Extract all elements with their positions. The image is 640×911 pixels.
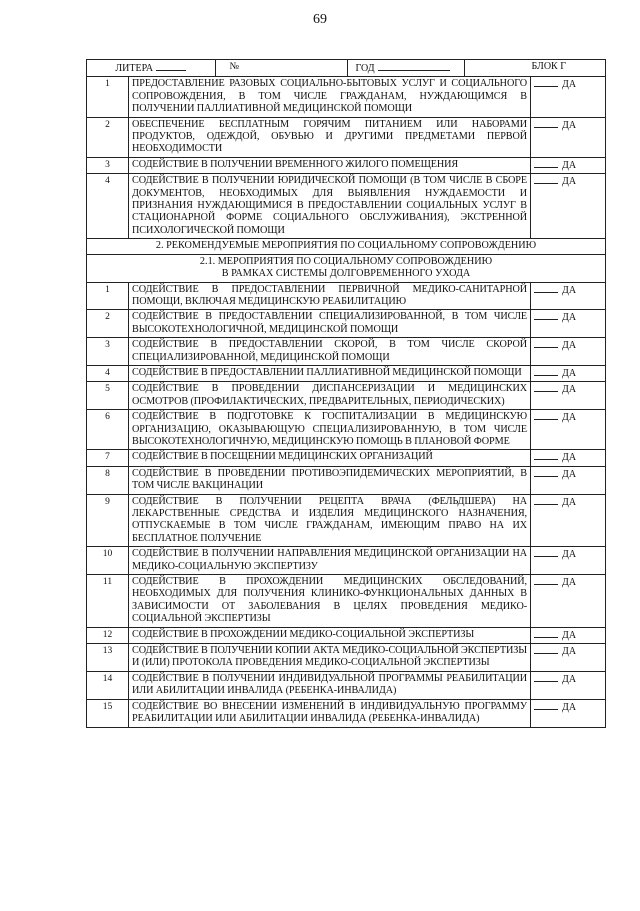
answer-blank[interactable] — [534, 701, 558, 710]
answer-label: ДА — [562, 701, 577, 713]
table-row — [87, 174, 606, 239]
answer-blank[interactable] — [534, 159, 558, 168]
row-number: 5 — [87, 382, 129, 410]
row-text: СОДЕЙСТВИЕ В ПОЛУЧЕНИИ КОПИИ АКТА МЕДИКО-СОЦИАЛЬНОЙ ЭКСПЕРТИЗЫ И (ИЛИ) ПРОТОКОЛА ПРОВЕДЕНИЯ МЕДИКО-СОЦИАЛЬНОЙ ЭКСПЕРТИЗЫ — [129, 644, 531, 672]
answer-label: ДА — [562, 577, 577, 589]
table-row — [87, 365, 606, 381]
row-number: 12 — [87, 627, 129, 643]
row-text: ПРЕДОСТАВЛЕНИЕ РАЗОВЫХ СОЦИАЛЬНО-БЫТОВЫХ УСЛУГ И СОЦИАЛЬНОГО СОПРОВОЖДЕНИЯ, В ТОМ ЧИСЛЕ ГРАЖДАНАМ, НУЖДАЮЩИМСЯ В ПОЛУЧЕНИИ ПАЛЛИАТИВНОЙ МЕДИЦИНСКОЙ ПОМОЩИ — [129, 77, 531, 117]
answer-blank[interactable] — [534, 645, 558, 654]
litera-blank[interactable] — [156, 61, 186, 71]
row-text: СОДЕЙСТВИЕ В ПРЕДОСТАВЛЕНИИ ПАЛЛИАТИВНОЙ МЕДИЦИНСКОЙ ПОМОЩИ — [129, 365, 531, 381]
row-number: 3 — [87, 338, 129, 366]
row-number: 6 — [87, 410, 129, 450]
row-text: СОДЕЙСТВИЕ В ПРОВЕДЕНИИ ПРОТИВОЭПИДЕМИЧЕСКИХ МЕРОПРИЯТИЙ, В ТОМ ЧИСЛЕ ВАКЦИНАЦИИ — [129, 466, 531, 494]
table-row — [87, 671, 606, 699]
row-text: СОДЕЙСТВИЕ В ПОЛУЧЕНИИ НАПРАВЛЕНИЯ МЕДИЦИНСКОЙ ОРГАНИЗАЦИИ НА МЕДИКО-СОЦИАЛЬНУЮ ЭКСПЕРТИЗУ — [129, 547, 531, 575]
header-row — [87, 60, 606, 77]
row-text: СОДЕЙСТВИЕ В ПРЕДОСТАВЛЕНИИ ПЕРВИЧНОЙ МЕДИКО-САНИТАРНОЙ ПОМОЩИ, ВКЛЮЧАЯ МЕДИЦИНСКУЮ РЕАБИЛИТАЦИЮ — [129, 282, 531, 310]
answer-label: ДА — [562, 468, 577, 480]
year-field[interactable] — [347, 60, 464, 76]
row-number: 11 — [87, 575, 129, 628]
answer-label: ДА — [562, 549, 577, 561]
row-number: 2 — [87, 310, 129, 338]
row-number: 2 — [87, 117, 129, 157]
answer-blank[interactable] — [534, 339, 558, 348]
row-text: СОДЕЙСТВИЕ В ПРЕДОСТАВЛЕНИИ СКОРОЙ, В ТОМ ЧИСЛЕ СКОРОЙ СПЕЦИАЛИЗИРОВАННОЙ, МЕДИЦИНСКОЙ ПОМОЩИ — [129, 338, 531, 366]
subsection-row — [87, 254, 606, 282]
page-number: 69 — [313, 12, 327, 27]
answer-cell[interactable] — [531, 157, 606, 173]
answer-label: ДА — [562, 284, 577, 296]
answer-blank[interactable] — [534, 411, 558, 420]
answer-cell[interactable] — [531, 410, 606, 450]
row-number: 4 — [87, 174, 129, 239]
answer-blank[interactable] — [534, 175, 558, 184]
answer-label: ДА — [562, 673, 577, 685]
row-text: ОБЕСПЕЧЕНИЕ БЕСПЛАТНЫМ ГОРЯЧИМ ПИТАНИЕМ ИЛИ НАБОРАМИ ПРОДУКТОВ, ОДЕЖДОЙ, ОБУВЬЮ И ДРУГИМИ ПРЕДМЕТАМИ ПЕРВОЙ НЕОБХОДИМОСТИ — [129, 117, 531, 157]
answer-blank[interactable] — [534, 367, 558, 376]
number-label: № — [229, 61, 240, 72]
row-number: 4 — [87, 365, 129, 381]
answer-cell[interactable] — [531, 174, 606, 239]
table-row — [87, 644, 606, 672]
table-row — [87, 117, 606, 157]
answer-label: ДА — [562, 496, 577, 508]
number-field[interactable] — [215, 60, 347, 76]
form-table — [86, 59, 606, 728]
answer-label: ДА — [562, 367, 577, 379]
answer-cell[interactable] — [531, 77, 606, 117]
answer-label: ДА — [562, 646, 577, 658]
table-row — [87, 494, 606, 547]
answer-blank[interactable] — [534, 119, 558, 128]
answer-blank[interactable] — [534, 78, 558, 87]
answer-label: ДА — [562, 159, 577, 171]
answer-cell[interactable] — [531, 671, 606, 699]
row-number: 1 — [87, 282, 129, 310]
table-row — [87, 627, 606, 643]
row-number: 8 — [87, 466, 129, 494]
row-text: СОДЕЙСТВИЕ В ПОЛУЧЕНИИ ВРЕМЕННОГО ЖИЛОГО ПОМЕЩЕНИЯ — [129, 157, 531, 173]
answer-label: ДА — [562, 176, 577, 188]
table-row — [87, 410, 606, 450]
answer-blank[interactable] — [534, 383, 558, 392]
litera-field[interactable] — [87, 60, 215, 76]
row-text: СОДЕЙСТВИЕ ВО ВНЕСЕНИИ ИЗМЕНЕНИЙ В ИНДИВИДУАЛЬНУЮ ПРОГРАММУ РЕАБИЛИТАЦИИ ИЛИ АБИЛИТАЦИИ ИНВАЛИДА (РЕБЕНКА-ИНВАЛИДА) — [129, 699, 531, 727]
litera-label: ЛИТЕРА — [115, 63, 154, 74]
table-row — [87, 157, 606, 173]
subsection-title — [87, 254, 606, 282]
answer-cell[interactable] — [531, 338, 606, 366]
table-row — [87, 547, 606, 575]
table-row — [87, 699, 606, 727]
block-label: БЛОК Г — [531, 61, 566, 72]
answer-cell[interactable] — [531, 117, 606, 157]
table-row — [87, 382, 606, 410]
answer-cell[interactable] — [531, 310, 606, 338]
answer-blank[interactable] — [534, 311, 558, 320]
row-text: СОДЕЙСТВИЕ В ПОДГОТОВКЕ К ГОСПИТАЛИЗАЦИИ В МЕДИЦИНСКУЮ ОРГАНИЗАЦИЮ, ОКАЗЫВАЮЩУЮ СПЕЦИАЛИЗИРОВАННУЮ, В ТОМ ЧИСЛЕ ВЫСОКОТЕХНОЛОГИЧНУЮ, МЕДИЦИНСКУЮ ПОМОЩЬ В ПЛАНОВОЙ ФОРМЕ — [129, 410, 531, 450]
table-row — [87, 338, 606, 366]
row-number: 1 — [87, 77, 129, 117]
table-row — [87, 77, 606, 117]
year-blank[interactable] — [378, 61, 450, 71]
section-row — [87, 239, 606, 254]
row-number: 15 — [87, 699, 129, 727]
row-text: СОДЕЙСТВИЕ В ПРОХОЖДЕНИИ МЕДИЦИНСКИХ ОБСЛЕДОВАНИЙ, НЕОБХОДИМЫХ ДЛЯ ПОЛУЧЕНИЯ КЛИНИКО-ФУНКЦИОНАЛЬНЫХ ДАННЫХ В ЗАВИСИМОСТИ ОТ ЗАБОЛЕВАНИЯ В ЦЕЛЯХ ПРОВЕДЕНИЯ МЕДИКО-СОЦИАЛЬНОЙ ЭКСПЕРТИЗЫ — [129, 575, 531, 628]
row-number: 13 — [87, 644, 129, 672]
answer-blank[interactable] — [534, 451, 558, 460]
subsection-title-line2: В РАМКАХ СИСТЕМЫ ДОЛГОВРЕМЕННОГО УХОДА — [221, 268, 471, 280]
row-text: СОДЕЙСТВИЕ В ПРЕДОСТАВЛЕНИИ СПЕЦИАЛИЗИРОВАННОЙ, В ТОМ ЧИСЛЕ ВЫСОКОТЕХНОЛОГИЧНОЙ, МЕДИЦИНСКОЙ ПОМОЩИ — [129, 310, 531, 338]
answer-cell[interactable] — [531, 575, 606, 628]
answer-blank[interactable] — [534, 284, 558, 293]
answer-cell[interactable] — [531, 382, 606, 410]
answer-cell[interactable] — [531, 365, 606, 381]
answer-cell[interactable] — [531, 699, 606, 727]
row-number: 14 — [87, 671, 129, 699]
table-row — [87, 466, 606, 494]
answer-cell[interactable] — [531, 282, 606, 310]
row-text: СОДЕЙСТВИЕ В ПРОХОЖДЕНИИ МЕДИКО-СОЦИАЛЬНОЙ ЭКСПЕРТИЗЫ — [129, 627, 531, 643]
row-number: 10 — [87, 547, 129, 575]
answer-cell[interactable] — [531, 450, 606, 466]
answer-blank[interactable] — [534, 496, 558, 505]
row-text: СОДЕЙСТВИЕ В ПОЛУЧЕНИИ РЕЦЕПТА ВРАЧА (ФЕЛЬДШЕРА) НА ЛЕКАРСТВЕННЫЕ СРЕДСТВА И ИЗДЕЛИЯ МЕДИЦИНСКОГО НАЗНАЧЕНИЯ, ОТПУСКАЕМЫЕ В ТОМ ЧИСЛЕ ГРАЖДАНАМ, ИМЕЮЩИМ ПРАВО НА ИХ БЕСПЛАТНОЕ ПОЛУЧЕНИЕ — [129, 494, 531, 547]
row-text: СОДЕЙСТВИЕ В ПОЛУЧЕНИИ ЮРИДИЧЕСКОЙ ПОМОЩИ (В ТОМ ЧИСЛЕ В СБОРЕ ДОКУМЕНТОВ, НЕОБХОДИМЫХ ДЛЯ ВЫЯВЛЕНИЯ НУЖДАЕМОСТИ И ПРИЗНАНИЯ НУЖДАЮЩИМИСЯ В ПРЕДОСТАВЛЕНИИ СОЦИАЛЬНЫХ УСЛУГ В СТАЦИОНАРНОЙ ФОРМЕ СОЦИАЛЬНОГО ОБСЛУЖИВАНИЯ), ЭКСТРЕННОЙ ПСИХОЛОГИЧЕСКОЙ ПОМОЩИ — [129, 174, 531, 239]
answer-label: ДА — [562, 79, 577, 91]
answer-blank[interactable] — [534, 576, 558, 585]
answer-label: ДА — [562, 312, 577, 324]
subsection-title-line1: 2.1. МЕРОПРИЯТИЯ ПО СОЦИАЛЬНОМУ СОПРОВОЖДЕНИЮ — [199, 255, 493, 267]
answer-label: ДА — [562, 452, 577, 464]
row-text: СОДЕЙСТВИЕ В ПОСЕЩЕНИИ МЕДИЦИНСКИХ ОРГАНИЗАЦИЙ — [129, 450, 531, 466]
table-row — [87, 575, 606, 628]
table-row — [87, 450, 606, 466]
answer-label: ДА — [562, 412, 577, 424]
answer-cell[interactable] — [531, 547, 606, 575]
section-title: 2. РЕКОМЕНДУЕМЫЕ МЕРОПРИЯТИЯ ПО СОЦИАЛЬНОМУ СОПРОВОЖДЕНИЮ — [87, 239, 606, 254]
answer-label: ДА — [562, 119, 577, 131]
answer-cell[interactable] — [531, 466, 606, 494]
answer-label: ДА — [562, 384, 577, 396]
answer-cell[interactable] — [531, 627, 606, 643]
answer-blank[interactable] — [534, 629, 558, 638]
row-number: 7 — [87, 450, 129, 466]
table-row — [87, 282, 606, 310]
answer-blank[interactable] — [534, 673, 558, 682]
answer-cell[interactable] — [531, 494, 606, 547]
row-text: СОДЕЙСТВИЕ В ПРОВЕДЕНИИ ДИСПАНСЕРИЗАЦИИ И МЕДИЦИНСКИХ ОСМОТРОВ (ПРОФИЛАКТИЧЕСКИХ, ПРЕДВАРИТЕЛЬНЫХ, ПЕРИОДИЧЕСКИХ) — [129, 382, 531, 410]
row-number: 3 — [87, 157, 129, 173]
row-number: 9 — [87, 494, 129, 547]
answer-label: ДА — [562, 340, 577, 352]
answer-cell[interactable] — [531, 644, 606, 672]
answer-blank[interactable] — [534, 468, 558, 477]
answer-label: ДА — [562, 629, 577, 641]
year-label: ГОД — [355, 63, 375, 74]
row-text: СОДЕЙСТВИЕ В ПОЛУЧЕНИИ ИНДИВИДУАЛЬНОЙ ПРОГРАММЫ РЕАБИЛИТАЦИИ ИЛИ АБИЛИТАЦИИ ИНВАЛИДА (РЕБЕНКА-ИНВАЛИДА) — [129, 671, 531, 699]
table-row — [87, 310, 606, 338]
answer-blank[interactable] — [534, 548, 558, 557]
block-field — [464, 60, 606, 76]
